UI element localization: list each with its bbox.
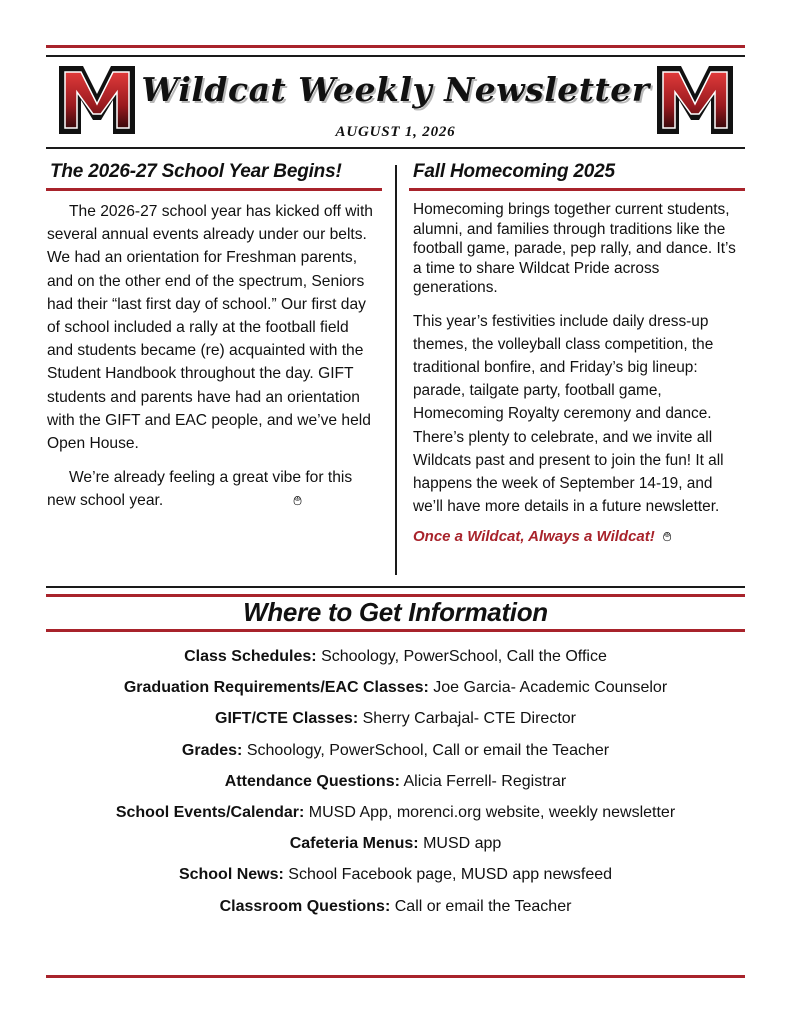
right-paragraph-1: Homecoming brings together current students, alumni, and families through traditions like the football game, parade, pep rally, and dance. It’s a time to share Wildcat Pride across generations.	[413, 201, 736, 296]
info-top-black-rule	[46, 586, 745, 588]
m-logo-right	[655, 64, 735, 136]
info-row-news: School News: School Facebook page, MUSD app newsfeed	[178, 866, 613, 884]
slogan-text: Once a Wildcat, Always a Wildcat!	[413, 528, 655, 546]
slogan-line	[413, 525, 745, 548]
column-divider	[395, 165, 397, 575]
info-row-events: School Events/Calendar: MUSD App, morenci.org website, weekly newsletter	[115, 803, 676, 821]
bottom-red-rule	[46, 975, 745, 978]
info-row-classroom: Classroom Questions: Call or email the Teacher	[219, 897, 572, 915]
right-article-body	[413, 200, 745, 559]
article-end-icon: ࿉	[293, 493, 302, 509]
masthead-black-rule	[46, 147, 745, 149]
info-list	[46, 645, 745, 926]
newsletter-date: AUGUST 1, 2026	[335, 124, 456, 140]
left-paragraph-2: We’re already feeling a great vibe for this new school year. ࿉	[47, 466, 377, 512]
left-article-heading: The 2026-27 School Year Begins!	[50, 161, 342, 182]
info-heading-rule	[46, 629, 745, 632]
top-red-rule	[46, 45, 745, 48]
info-row-cafeteria: Cafeteria Menus: MUSD app	[289, 835, 502, 853]
right-article-heading: Fall Homecoming 2025	[413, 161, 615, 182]
left-article-body	[47, 200, 377, 524]
left-heading-rule	[46, 188, 382, 191]
info-row-class-schedules: Class Schedules: Schoology, PowerSchool, Call the Office	[184, 648, 607, 665]
info-row-gift-cte: GIFT/CTE Classes: Sherry Carbajal- CTE Director	[215, 710, 576, 728]
article-end-icon: ࿉	[662, 529, 672, 545]
newsletter-title: Wildcat Weekly Newsletter	[141, 70, 650, 109]
top-black-rule	[46, 55, 745, 57]
m-logo-left	[57, 64, 137, 136]
left-paragraph-1: The 2026-27 school year has kicked off with several annual events already under our belts. We had an orientation for Freshman parents, and on the other end of the spectrum, Seniors had their “last first day of school.” Our first day of school included a rally at the football field and students became (re) acquainted with the Student Handbook throughout the day. GIFT students and parents have had an orientation with the GIFT and EAC people, and we’ve held Open House.	[47, 203, 373, 453]
right-heading-rule	[409, 188, 745, 191]
right-paragraph-2: This year’s festivities include daily dress-up themes, the volleyball class competition, the traditional bonfire, and Friday’s big lineup: parade, tailgate party, football game, Homecoming Royalty ceremony and dance. There’s plenty to celebrate, and we invite all Wildcats past and present to join the fun! It all happens the week of September 14-19, and we’ll have more details in a future newsletter.	[413, 312, 724, 516]
info-row-grades: Grades: Schoology, PowerSchool, Call or email the Teacher	[181, 741, 610, 759]
info-row-graduation: Graduation Requirements/EAC Classes: Joe Garcia- Academic Counselor	[123, 679, 668, 697]
info-heading: Where to Get Information	[243, 597, 548, 627]
info-row-attendance: Attendance Questions: Alicia Ferrell- Registrar	[224, 772, 567, 790]
